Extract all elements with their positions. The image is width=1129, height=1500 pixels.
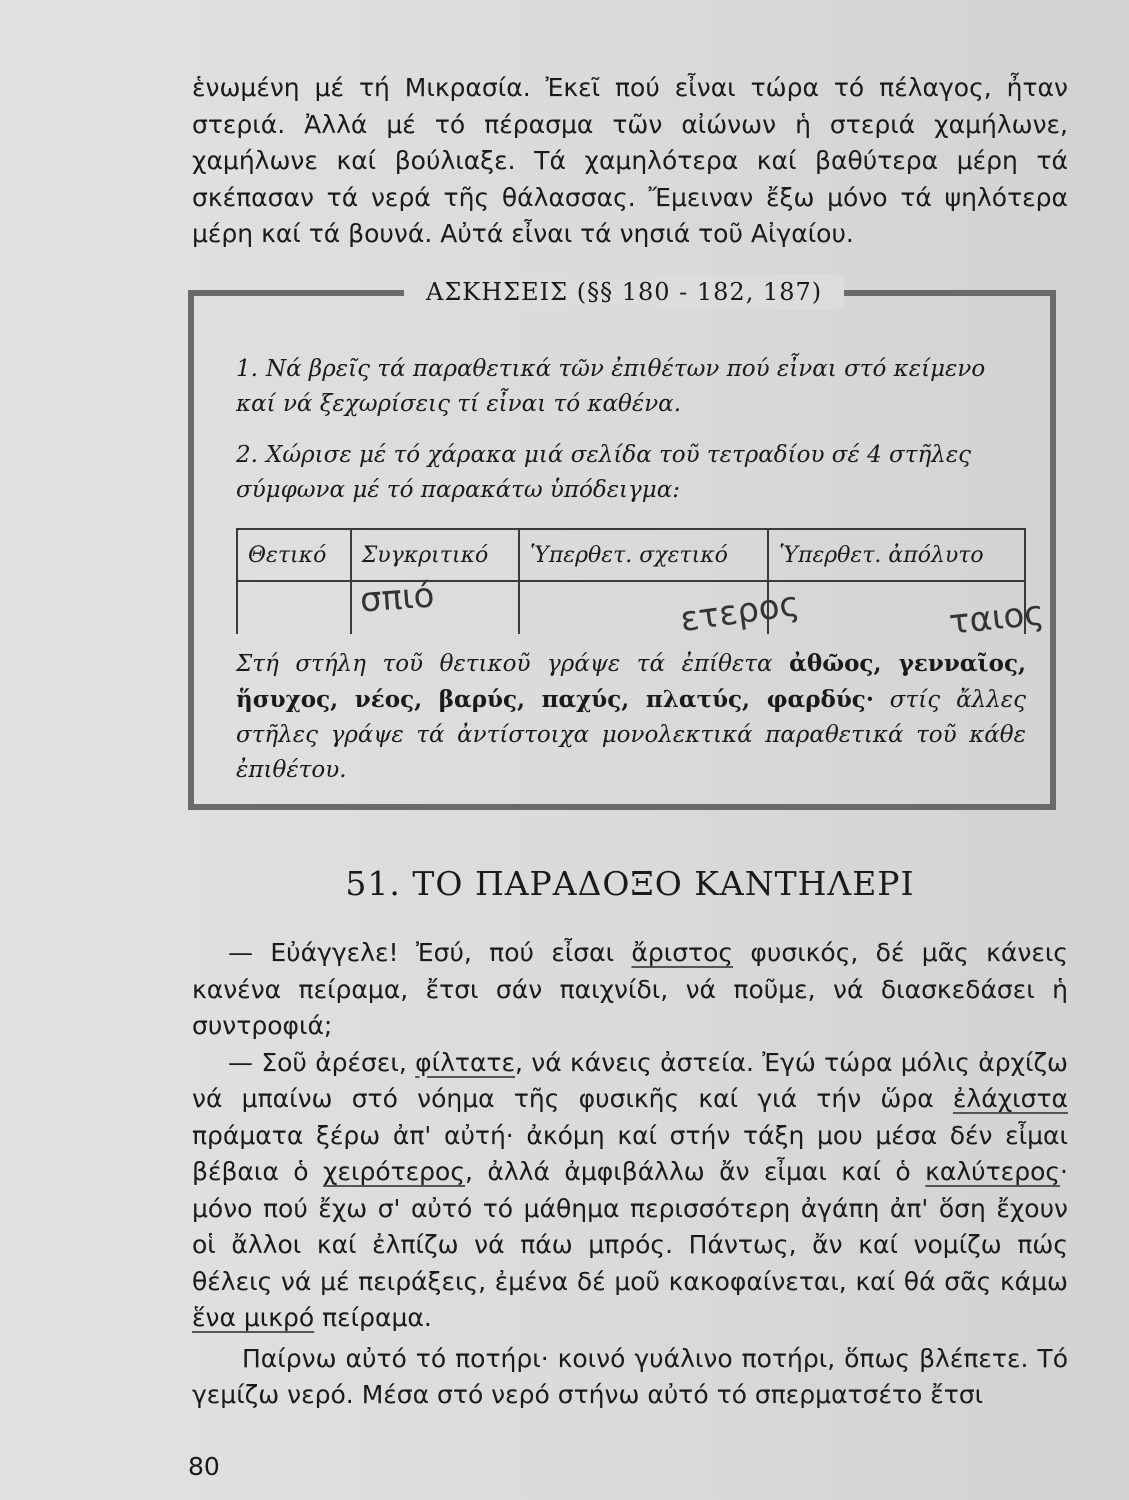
note-adjectives: ἀθῶος, γενναῖος, ἥσυχος, νέος, βαρύς, παχύς, πλατύς, φαρδύς· — [236, 650, 1026, 713]
table-cell-comparative — [351, 575, 519, 634]
handwritten-comparative: σπιό — [358, 575, 436, 621]
exercise-1-number: 1. — [236, 356, 258, 382]
note-text-1: Στή στήλη τοῦ θετικοῦ γράψε τά ἐπίθετα — [236, 651, 790, 677]
exercise-1 — [236, 352, 1026, 422]
underlined-word: ἐλάχιστα — [952, 1084, 1068, 1113]
story-p2-e: · μόνο πού ἔχω σ' αὐτό τό μάθημα περισσότερη ἀγάπη ἀπ' ὅση ἔχουν οἱ ἄλλοι καί ἐλπίζω νά πάω μπρός. Πάντως, ἄν καί νομίζω πώς θέλεις νά μέ πειράξεις, ἐμένα δέ μοῦ κακοφαίνεται, καί θά σᾶς κάμω — [192, 1157, 1068, 1296]
table-cell-relative — [519, 581, 802, 641]
story-p2-d: , ἀλλά ἀμφιβάλλω ἄν εἶμαι καί ὁ — [465, 1157, 926, 1186]
table-header-comparative: Συγκριτικό — [351, 529, 519, 581]
intro-paragraph — [192, 70, 1068, 253]
exercise-1-text: Νά βρεῖς τά παραθετικά τῶν ἐπιθέτων πού εἶναι στό κείμενο καί νά ξεχωρίσεις τί εἶναι τό καθένα. — [236, 356, 986, 417]
story-paragraph-3: Παίρνω αὐτό τό ποτήρι· κοινό γυάλινο ποτήρι, ὅπως βλέπετε. Τό γεμίζω νερό. Μέσα στό νερό στήνω αὐτό τό σπερματσέτο ἔτσι — [192, 1343, 1068, 1409]
exercise-2-text: Χώρισε μέ τό χάρακα μιά σελίδα τοῦ τετραδίου σέ 4 στῆλες σύμφωνα μέ τό παρακάτω ὑπόδειγμα: — [236, 442, 972, 503]
underlined-word: καλύτερος — [925, 1157, 1061, 1186]
table-row — [237, 581, 1025, 634]
table-header-relative-superlative: Ὑπερθετ. σχετικό — [519, 529, 768, 581]
story-paragraph-2 — [192, 1045, 1068, 1337]
exercises-box — [188, 278, 1056, 810]
exercises-title: ΑΣΚΗΣΕΙΣ (§§ 180 - 182, 187) — [404, 274, 844, 310]
table-header-absolute-superlative: Ὑπερθετ. ἀπόλυτο — [768, 529, 1025, 581]
story-p2-b: , νά κάνεις ἀστεία. Ἐγώ τώρα μόλις ἀρχίζω νά μπαίνω στό νόημα τῆς φυσικῆς καί γιά τήν ὥρα — [192, 1047, 1068, 1113]
story-p1-b: φυσικός, δέ μᾶς κάνεις κανένα πείραμα, ἔτσι σάν παιχνίδι, νά ποῦμε, νά διασκεδάσει ἡ συντροφιά; — [192, 938, 1068, 1040]
exercise-2-number: 2. — [236, 442, 258, 468]
story-p2-a: — Σοῦ ἀρέσει, — [228, 1047, 416, 1077]
underlined-word: φίλτατε — [415, 1047, 515, 1077]
underlined-word: ἄριστος — [631, 938, 734, 967]
table-header-positive: Θετικό — [237, 529, 351, 581]
exercise-note — [236, 646, 1026, 788]
story-p2-f: πείραμα. — [314, 1303, 432, 1332]
underlined-word: χειρότερος — [323, 1157, 466, 1186]
table-cell-absolute — [768, 581, 1047, 643]
story-text — [192, 935, 1068, 1414]
handwritten-absolute: ταιος — [947, 593, 1047, 643]
story-paragraph-1 — [192, 935, 1068, 1045]
table-cell-positive — [237, 581, 351, 634]
underlined-word: ἕνα μικρό — [192, 1303, 315, 1332]
story-p2-c: πράματα ξέρω ἀπ' αὐτή· ἀκόμη καί στήν τάξη μου μέσα δέν εἶμαι βέβαια ὁ — [192, 1120, 1068, 1186]
chapter-title: 51. ΤΟ ΠΑΡΑΔΟΞΟ ΚΑΝΤΗΛΕΡΙ — [345, 864, 915, 903]
exercise-2 — [236, 438, 1026, 508]
page-number: 80 — [188, 1452, 220, 1481]
note-text-2: στίς ἄλλες στῆλες γράψε τά ἀντίστοιχα μονολεκτικά παραθετικά τοῦ κάθε ἐπιθέτου. — [236, 687, 1026, 783]
story-p1-a: — Εὐάγγελε! Ἐσύ, πού εἶσαι — [228, 938, 632, 967]
handwritten-relative: ετερος — [677, 583, 802, 641]
example-table — [236, 528, 1047, 643]
intro-text: ἑνωμένη μέ τή Μικρασία. Ἐκεῖ πού εἶναι τώρα τό πέλαγος, ἦταν στεριά. Ἀλλά μέ τό πέρασμα τῶν αἰώνων ἡ στεριά χαμήλωνε, χαμήλωνε καί βούλιαξε. Τά χαμηλότερα καί βαθύτερα μέρη τά σκέπασαν τά νερά τῆς θάλασσας. Ἔμειναν ἔξω μόνο τά ψηλότερα μέρη καί τά βουνά. Αὐτά εἶναι τά νησιά τοῦ Αἰγαίου. — [192, 73, 1068, 248]
